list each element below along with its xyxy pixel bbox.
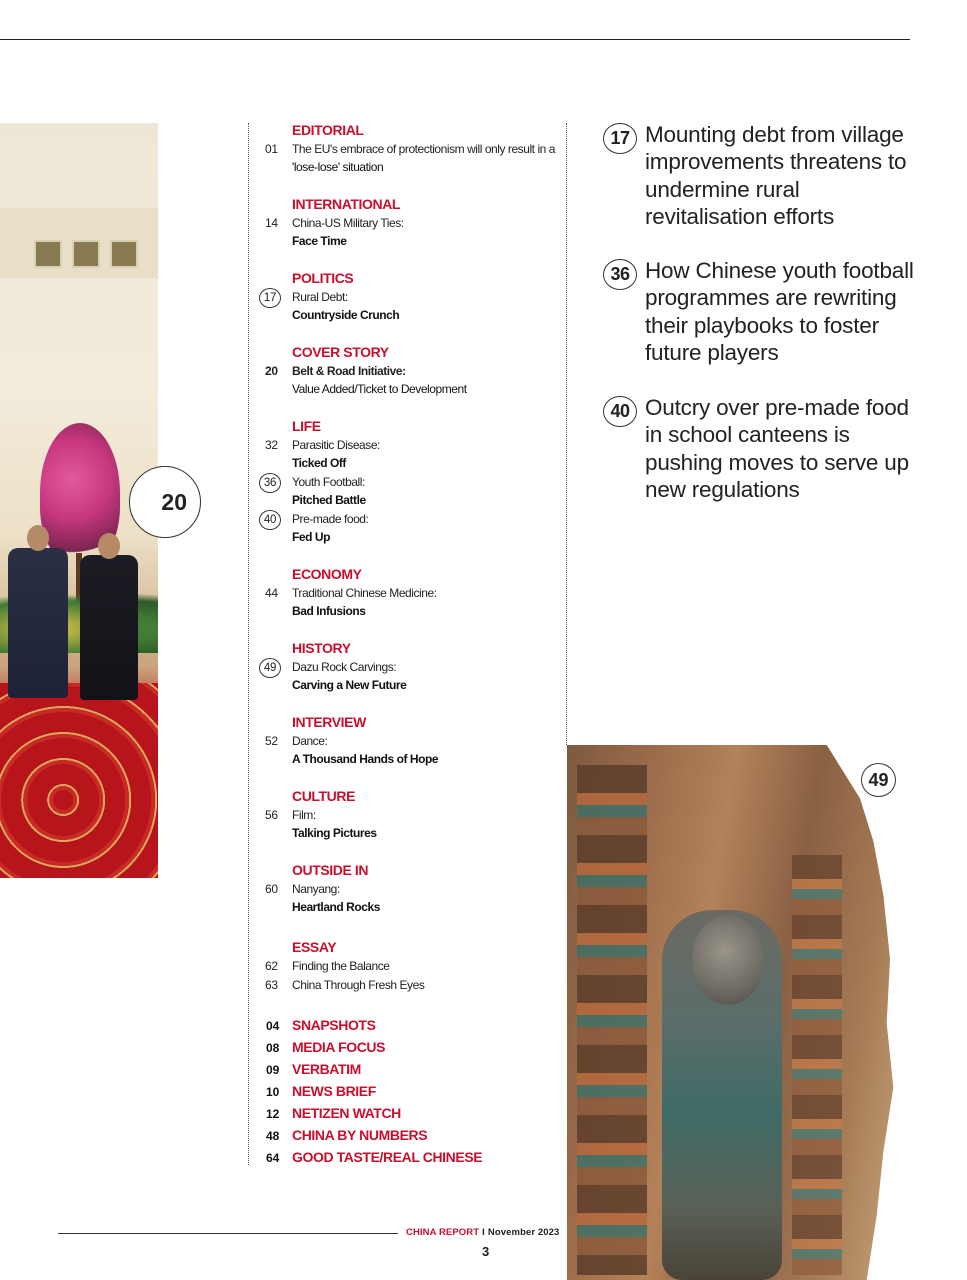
regular-title: MEDIA FOCUS [292, 1039, 386, 1055]
section-heading: EDITORIAL [292, 122, 364, 138]
toc-entry-kicker[interactable]: Finding the Balance [292, 959, 390, 973]
highlight-page-badge[interactable]: 17 [603, 123, 637, 154]
regular-page-number: 64 [266, 1151, 280, 1165]
toc-entry-title[interactable]: Pitched Battle [292, 493, 366, 507]
top-rule [0, 39, 910, 40]
regular-title: SNAPSHOTS [292, 1017, 376, 1033]
toc-page-number[interactable]: 36 [259, 473, 281, 493]
highlight-text: Mounting debt from village improvements threatens to undermine rural revitalisation efforts [645, 122, 907, 229]
regular-item[interactable] [250, 1017, 560, 1037]
toc-entry-title[interactable]: Ticked Off [292, 456, 346, 470]
section-heading: INTERNATIONAL [292, 196, 401, 212]
toc-entry-title[interactable]: Countryside Crunch [292, 308, 400, 322]
footer-publication [406, 1227, 559, 1238]
footer-separator: I [482, 1227, 485, 1238]
regular-title: GOOD TASTE/REAL CHINESE [292, 1149, 483, 1165]
regular-page-number: 10 [266, 1085, 280, 1099]
rock-carving-photo [567, 745, 900, 1280]
highlight-text: How Chinese youth football programmes are rewriting their playbooks to foster future players [645, 258, 914, 365]
toc-page-number[interactable]: 49 [259, 658, 281, 678]
section-heading: HISTORY [292, 640, 351, 656]
toc-page-number[interactable]: 52 [265, 734, 278, 748]
toc-page-number[interactable]: 56 [265, 808, 278, 822]
toc-page-number[interactable]: 14 [265, 216, 278, 230]
toc-entry-kicker[interactable]: Dazu Rock Carvings: [292, 660, 397, 674]
regular-page-number: 09 [266, 1063, 280, 1077]
regular-item[interactable] [250, 1149, 560, 1169]
toc-page-number[interactable]: 40 [259, 510, 281, 530]
toc-entry-kicker[interactable]: Pre-made food: [292, 512, 369, 526]
toc-entry-title[interactable]: Bad Infusions [292, 604, 366, 618]
regular-title: NETIZEN WATCH [292, 1105, 401, 1121]
column-divider-right [566, 123, 567, 745]
toc-entry-kicker[interactable]: Rural Debt: [292, 290, 348, 304]
toc-entry-kicker[interactable]: China-US Military Ties: [292, 216, 404, 230]
page-number: 3 [482, 1244, 490, 1259]
column-divider-left [248, 123, 249, 1165]
regular-title: CHINA BY NUMBERS [292, 1127, 428, 1143]
section-heading: LIFE [292, 418, 321, 434]
regular-item[interactable] [250, 1105, 560, 1125]
toc-entry-kicker[interactable]: Dance: [292, 734, 328, 748]
section-heading: CULTURE [292, 788, 356, 804]
section-heading: COVER STORY [292, 344, 389, 360]
toc-entry-title[interactable]: A Thousand Hands of Hope [292, 752, 439, 766]
toc-entry-kicker[interactable]: Nanyang: [292, 882, 340, 896]
highlight-page-badge[interactable]: 40 [603, 396, 637, 427]
toc-entry-kicker[interactable]: Parasitic Disease: [292, 438, 380, 452]
toc-entry-kicker[interactable]: Film: [292, 808, 316, 822]
toc-entry-title[interactable]: Heartland Rocks [292, 900, 380, 914]
toc-entry-title[interactable]: Value Added/Ticket to Development [292, 382, 467, 396]
toc-entry-kicker[interactable]: China Through Fresh Eyes [292, 978, 425, 992]
section-heading: INTERVIEW [292, 714, 366, 730]
regular-item[interactable] [250, 1039, 560, 1059]
section-heading: OUTSIDE IN [292, 862, 369, 878]
toc-page-number[interactable]: 32 [265, 438, 278, 452]
toc-page-number[interactable]: 20 [265, 364, 278, 378]
toc-entry-kicker[interactable]: The EU's embrace of protectionism will only result in a [292, 142, 555, 156]
toc-entry-title[interactable]: Talking Pictures [292, 826, 377, 840]
regular-item[interactable] [250, 1061, 560, 1081]
regular-page-number: 12 [266, 1107, 280, 1121]
section-heading: ECONOMY [292, 566, 362, 582]
regular-item[interactable] [250, 1127, 560, 1147]
regular-title: VERBATIM [292, 1061, 361, 1077]
regular-page-number: 48 [266, 1129, 280, 1143]
publication-name: CHINA REPORT [406, 1227, 480, 1238]
section-heading: ESSAY [292, 939, 337, 955]
footer-rule [58, 1233, 398, 1234]
photo-page-badge-20[interactable]: 20 [129, 466, 201, 538]
regular-title: NEWS BRIEF [292, 1083, 376, 1099]
toc-page-number[interactable]: 01 [265, 142, 278, 156]
toc-entry-kicker[interactable]: Youth Football: [292, 475, 365, 489]
issue-date: November 2023 [487, 1227, 560, 1238]
toc-entry-title[interactable]: Fed Up [292, 530, 330, 544]
toc-entry-title[interactable]: 'lose-lose' situation [292, 160, 384, 174]
toc-page-number[interactable]: 60 [265, 882, 278, 896]
toc-entry-kicker[interactable]: Traditional Chinese Medicine: [292, 586, 437, 600]
toc-entry-title[interactable]: Carving a New Future [292, 678, 407, 692]
toc-page-number[interactable]: 44 [265, 586, 278, 600]
highlight-page-badge[interactable]: 36 [603, 259, 637, 290]
photo-page-badge-49[interactable]: 49 [861, 763, 896, 797]
highlight-text: Outcry over pre-made food in school canteens is pushing moves to serve up new regulations [645, 395, 909, 502]
toc-page-number[interactable]: 63 [265, 978, 278, 992]
regular-page-number: 04 [266, 1019, 280, 1033]
regular-item[interactable] [250, 1083, 560, 1103]
regular-page-number: 08 [266, 1041, 280, 1055]
section-heading: POLITICS [292, 270, 354, 286]
toc-entry-kicker[interactable]: Belt & Road Initiative: [292, 364, 406, 378]
toc-page-number[interactable]: 17 [259, 288, 281, 308]
toc-entry-title[interactable]: Face Time [292, 234, 347, 248]
toc-page-number[interactable]: 62 [265, 959, 278, 973]
